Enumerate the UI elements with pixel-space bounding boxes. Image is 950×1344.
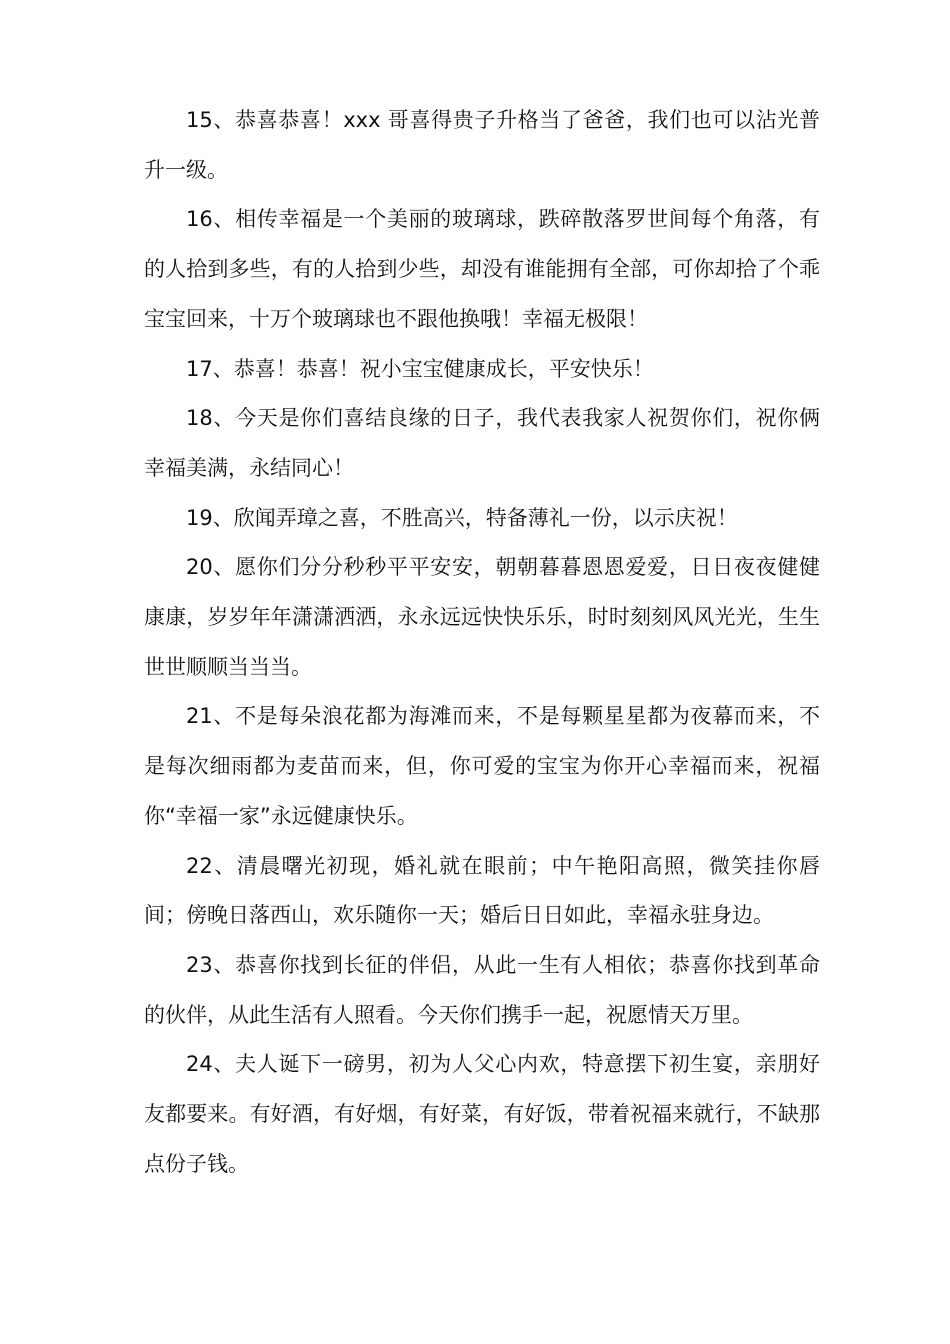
paragraph-18: 18、今天是你们喜结良缘的日子，我代表我家人祝贺你们，祝你俩幸福美满，永结同心！: [144, 406, 820, 480]
paragraph-19: 19、欣闻弄璋之喜，不胜高兴，特备薄礼一份，以示庆祝！: [186, 505, 738, 530]
paragraph-24: 24、夫人诞下一磅男，初为人父心内欢，特意摆下初生宴，亲朋好友都要来。有好酒，有好烟，有好菜，有好饭，带着祝福来就行，不缺那点份子钱。: [144, 1052, 820, 1176]
paragraph-17: 17、恭喜！恭喜！祝小宝宝健康成长，平安快乐！: [186, 356, 654, 381]
paragraph-20: 20、愿你们分分秒秒平平安安，朝朝暮暮恩恩爱爱，日日夜夜健健康康，岁岁年年潇潇洒洒，永永远远快快乐乐，时时刻刻风风光光，生生世世顺顺当当当。: [144, 555, 820, 679]
paragraph-16: 16、相传幸福是一个美丽的玻璃球，跌碎散落罗世间每个角落，有的人拾到多些，有的人拾到少些，却没有谁能拥有全部，可你却拾了个乖宝宝回来，十万个玻璃球也不跟他换哦！幸福无极限！: [144, 207, 820, 331]
paragraph-23: 23、恭喜你找到长征的伴侣，从此一生有人相依；恭喜你找到革命的伙伴，从此生活有人照看。今天你们携手一起，祝愿情天万里。: [144, 952, 820, 1027]
paragraph-22: 22、清晨曙光初现，婚礼就在眼前；中午艳阳高照，微笑挂你唇间；傍晚日落西山，欢乐随你一天；婚后日日如此，幸福永驻身边。: [144, 853, 820, 928]
document-body: [144, 96, 820, 1189]
paragraph-21: 21、不是每朵浪花都为海滩而来，不是每颗星星都为夜幕而来，不是每次细雨都为麦苗而来，但，你可爱的宝宝为你开心幸福而来，祝福你“幸福一家”永远健康快乐。: [144, 704, 820, 828]
paragraph-15: 15、恭喜恭喜！xxx 哥喜得贵子升格当了爸爸，我们也可以沾光普升一级。: [144, 108, 820, 182]
